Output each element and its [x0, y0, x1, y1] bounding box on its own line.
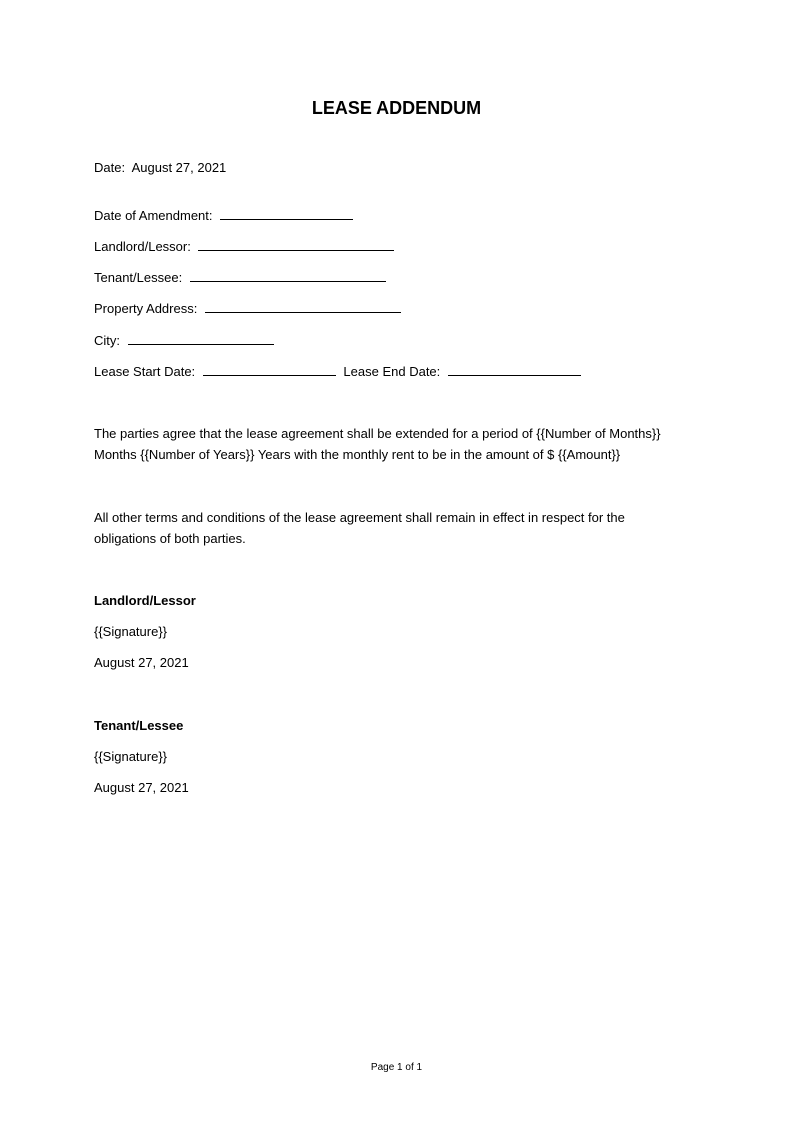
- terms-paragraph-line-1: All other terms and conditions of the lease agreement shall remain in effect in respect for the: [94, 510, 625, 525]
- lease-start-label: Lease Start Date:: [94, 364, 196, 379]
- tenant-blank[interactable]: [190, 269, 386, 282]
- tenant-signature: {{Signature}}: [94, 749, 168, 764]
- tenant-line: [94, 269, 386, 286]
- property-address-label: Property Address:: [94, 301, 198, 316]
- property-address-blank[interactable]: [205, 300, 401, 313]
- city-label: City:: [94, 333, 120, 348]
- landlord-signature-date: August 27, 2021: [94, 655, 189, 670]
- city-line: [94, 332, 274, 349]
- document-title: LEASE ADDENDUM: [311, 98, 482, 118]
- lease-dates-line: [94, 363, 581, 380]
- landlord-signature-heading: Landlord/Lessor: [94, 593, 196, 608]
- date-label: Date:: [94, 160, 126, 175]
- tenant-signature-heading: Tenant/Lessee: [94, 718, 184, 733]
- property-address-line: [94, 300, 401, 317]
- landlord-label: Landlord/Lessor:: [94, 239, 191, 254]
- terms-paragraph-line-2: obligations of both parties.: [94, 531, 246, 546]
- extension-paragraph-line-2: Months {{Number of Years}} Years with the monthly rent to be in the amount of $ {{Amount}}: [94, 447, 621, 462]
- landlord-blank[interactable]: [198, 238, 394, 251]
- lease-end-blank[interactable]: [448, 363, 581, 376]
- terms-paragraph: [94, 507, 694, 549]
- lease-start-blank[interactable]: [203, 363, 336, 376]
- amendment-date-line: [94, 207, 353, 224]
- extension-paragraph-line-1: The parties agree that the lease agreement shall be extended for a period of {{Number of Months}}: [94, 426, 661, 441]
- date-value: August 27, 2021: [131, 160, 227, 175]
- tenant-label: Tenant/Lessee:: [94, 270, 183, 285]
- date-line: [94, 159, 226, 176]
- lease-end-label: Lease End Date:: [343, 364, 441, 379]
- amendment-date-label: Date of Amendment:: [94, 208, 213, 223]
- tenant-signature-date: August 27, 2021: [94, 780, 189, 795]
- landlord-line: [94, 238, 394, 255]
- city-blank[interactable]: [128, 332, 274, 345]
- page-number-footer: Page 1 of 1: [370, 1062, 423, 1073]
- amendment-date-blank[interactable]: [220, 207, 353, 220]
- landlord-signature: {{Signature}}: [94, 624, 168, 639]
- extension-paragraph: [94, 423, 694, 465]
